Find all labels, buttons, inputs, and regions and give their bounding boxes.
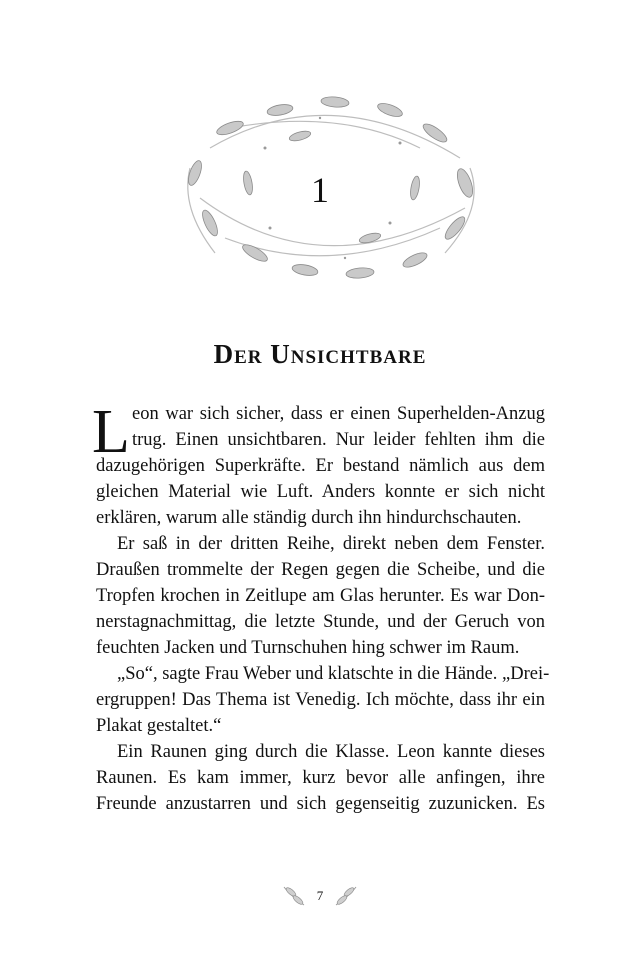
paragraph-line: eon war sich sicher, dass er einen Superhelden-Anzug	[132, 404, 545, 424]
leaf-sprig-icon	[334, 883, 358, 909]
paragraph-line: feuchten Jacken und Turnschuhen hing schwer im Raum.	[96, 638, 520, 658]
drop-cap: L	[92, 398, 130, 466]
paragraph-line: ergruppen! Das Thema ist Venedig. Ich möchte, dass ihr ein	[96, 690, 545, 710]
chapter-title: Der Unsichtbare	[213, 339, 427, 369]
paragraph-line: erklären, warum alle ständig durch ihn hindurchschauten.	[96, 508, 522, 528]
paragraph-line: Er saß in der dritten Reihe, direkt neben dem Fenster.	[117, 534, 545, 554]
paragraph-line: Plakat gestaltet.“	[96, 716, 222, 736]
paragraph-line: nerstagnachmittag, die letzte Stunde, und der Geruch von	[96, 612, 545, 632]
chapter-number: 1	[311, 170, 329, 210]
paragraph-line: gleichen Material wie Luft. Anders konnte er sich nicht	[96, 482, 545, 502]
page-number: 7	[316, 888, 324, 903]
paragraph-line: dazugehörigen Superkräfte. Er bestand nämlich aus dem	[96, 456, 545, 476]
paragraph-line: trug. Einen unsichtbaren. Nur leider fehlten ihm die	[132, 430, 545, 450]
paragraph-line: Tropfen krochen in Zeitlupe am Glas herunter. Es war Don-	[96, 586, 545, 606]
paragraph-line: Draußen trommelte der Regen gegen die Scheibe, und die	[96, 560, 545, 580]
paragraph-line: Freunde anzustarren und sich gegenseitig zuzunicken. Es	[96, 794, 545, 814]
paragraph-line: Raunen. Es kam immer, kurz bevor alle anfingen, ihre	[96, 768, 545, 788]
paragraph-line: Ein Raunen ging durch die Klasse. Leon kannte dieses	[117, 742, 545, 762]
paragraph-line: „So“, sagte Frau Weber und klatschte in die Hände. „Drei-	[117, 664, 550, 684]
